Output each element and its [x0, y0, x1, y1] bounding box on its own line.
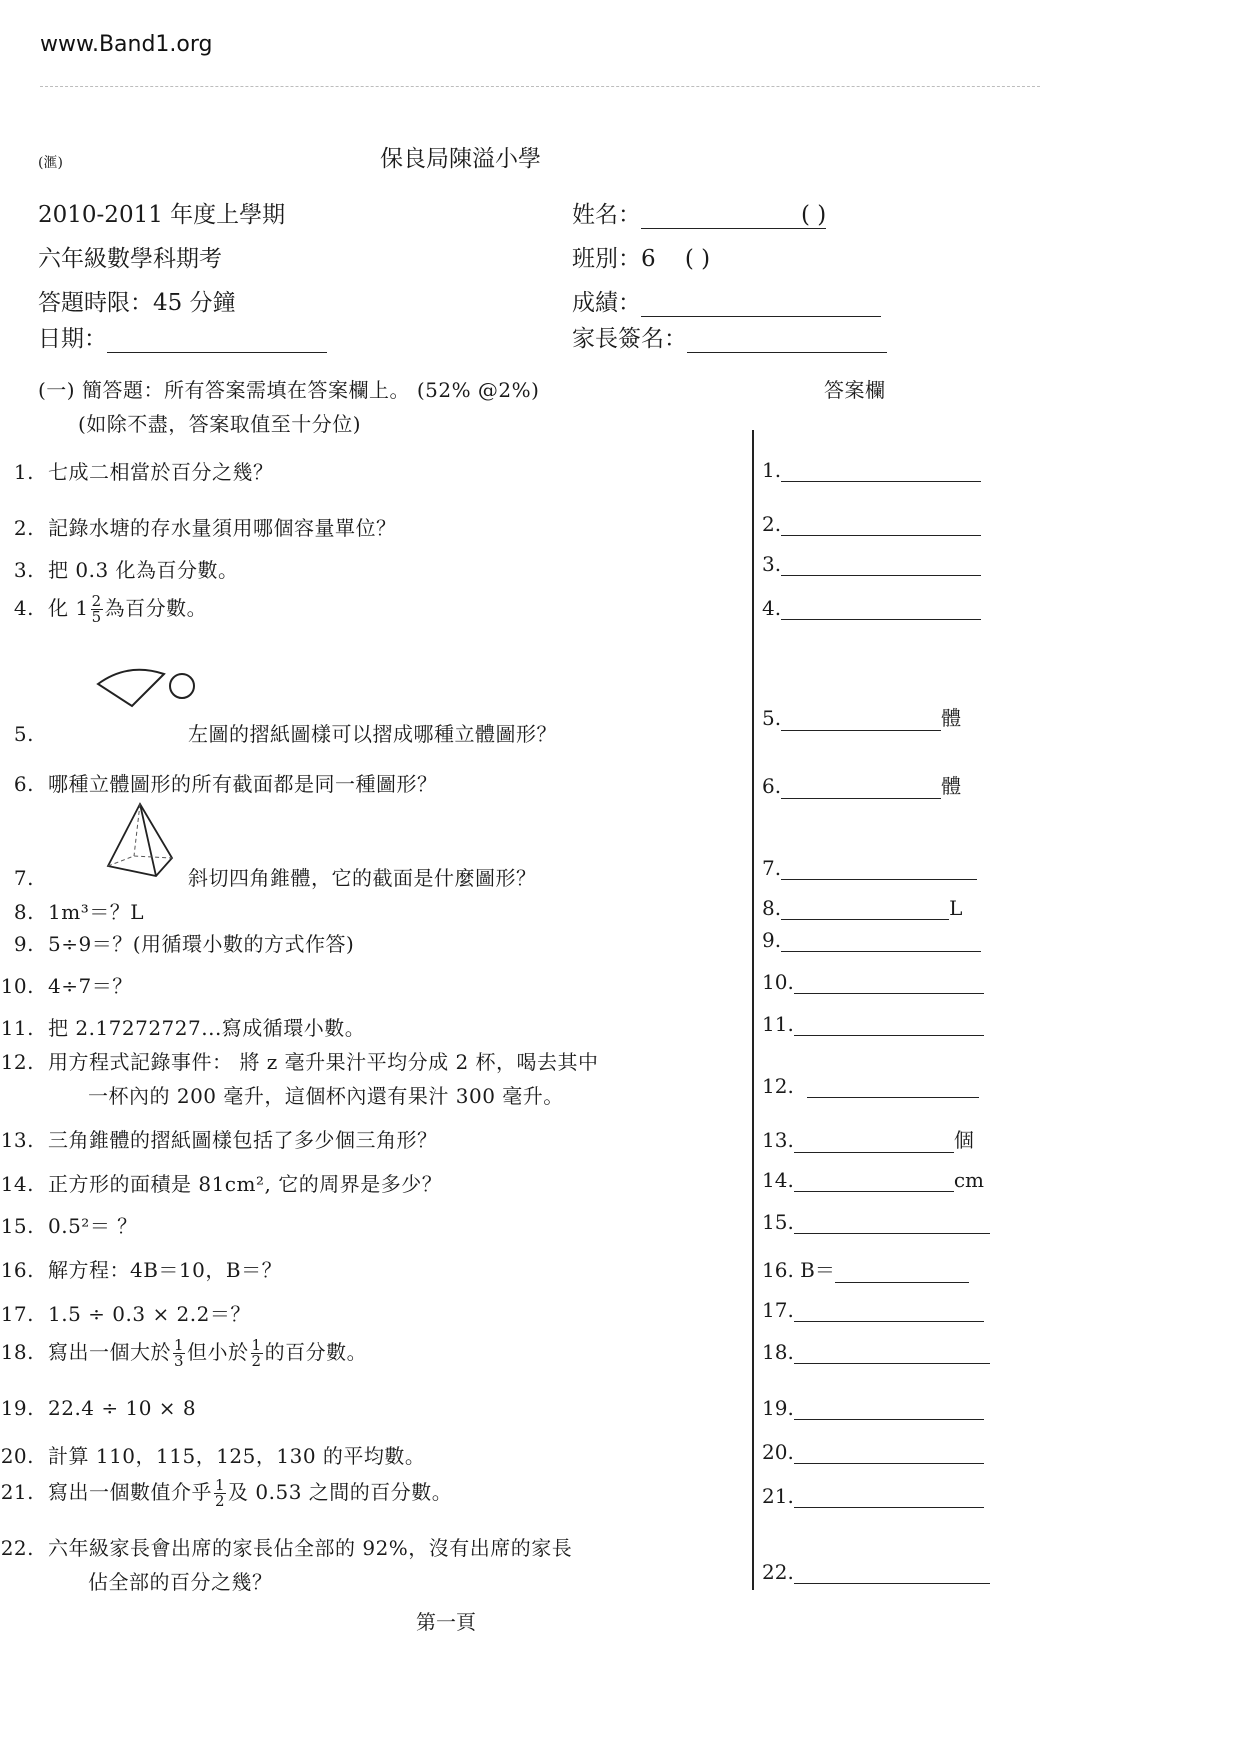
date-blank[interactable]	[107, 330, 327, 353]
answer-column-title: 答案欄	[824, 378, 886, 402]
answer-2[interactable]: 2.	[762, 512, 981, 536]
question-7: 7. 斜切四角錐體，它的截面是什麼圖形？	[13, 866, 537, 890]
answer-17[interactable]: 17.	[762, 1298, 984, 1322]
answer-4[interactable]: 4.	[762, 596, 981, 620]
page-number: 第一頁	[416, 1610, 476, 1634]
school-name: 保良局陳溢小學	[380, 146, 541, 172]
answer-18[interactable]: 18.	[762, 1340, 990, 1364]
fraction-1-2-q21: $\frac{1}{2}$	[215, 1476, 226, 1510]
score-blank[interactable]	[641, 294, 881, 317]
answer-3[interactable]: 3.	[762, 552, 981, 576]
answer-6[interactable]: 6. 體	[762, 774, 962, 798]
question-3: 3. 把 0.3 化為百分數。	[13, 558, 239, 582]
answer-21[interactable]: 21.	[762, 1484, 984, 1508]
question-17: 17. 1.5 ÷ 0.3 × 2.2＝？	[0, 1302, 251, 1326]
answer-5[interactable]: 5. 體	[762, 706, 962, 730]
class-field[interactable]	[572, 240, 710, 273]
parent-sign-blank[interactable]	[687, 330, 887, 353]
section-note: (如除不盡，答案取值至十分位)	[78, 412, 362, 436]
name-field[interactable]	[572, 196, 826, 229]
answer-12[interactable]: 12.	[762, 1074, 979, 1098]
question-8: 8. 1m³＝？L	[13, 900, 144, 924]
score-field[interactable]	[572, 284, 881, 317]
question-14: 14. 正方形的面積是 81cm², 它的周界是多少？	[0, 1172, 443, 1196]
parent-sign-label: 家長簽名：	[572, 326, 687, 352]
answer-14[interactable]: 14. cm	[762, 1168, 984, 1192]
scan-edge-line	[40, 86, 1040, 87]
question-16: 16. 解方程：4B＝10，B＝？	[0, 1258, 283, 1282]
question-13: 13. 三角錐體的摺紙圖樣包括了多少個三角形？	[0, 1128, 438, 1152]
answer-9[interactable]: 9.	[762, 928, 981, 952]
question-11: 11. 把 2.17272727...寫成循環小數。	[0, 1016, 366, 1040]
question-20: 20. 計算 110，115，125，130 的平均數。	[0, 1444, 426, 1468]
section-title: (一) 簡答題：所有答案需填在答案欄上。 (52% @2%)	[38, 378, 540, 402]
answer-8[interactable]: 8. L	[762, 896, 963, 920]
cone-net-figure	[96, 662, 206, 712]
fraction-1-3: $\frac{1}{3}$	[174, 1336, 185, 1370]
answer-10[interactable]: 10.	[762, 970, 984, 994]
class-label: 班別：6	[572, 246, 656, 272]
answer-19[interactable]: 19.	[762, 1396, 984, 1420]
answer-11[interactable]: 11.	[762, 1012, 984, 1036]
question-5: 5. 左圖的摺紙圖樣可以摺成哪種立體圖形？	[13, 722, 557, 746]
answer-16[interactable]: 16. B＝	[762, 1254, 969, 1283]
score-label: 成績：	[572, 290, 641, 316]
corner-mark: (滙)	[38, 155, 63, 171]
answer-13[interactable]: 13. 個	[762, 1128, 974, 1152]
question-1: 1. 七成二相當於百分之幾？	[13, 460, 274, 484]
term-label: 2010-2011 年度上學期	[38, 202, 286, 228]
question-9: 9. 5÷9＝？(用循環小數的方式作答)	[13, 932, 355, 956]
site-url: www.Band1.org	[40, 32, 213, 57]
answer-22[interactable]: 22.	[762, 1560, 990, 1584]
question-18: 18. 寫出一個大於 $\frac{1}{3}$ 但小於 $\frac{1}{2}$ 的百分數。	[0, 1336, 368, 1370]
question-6: 6. 哪種立體圖形的所有截面都是同一種圖形？	[13, 772, 438, 796]
answer-7[interactable]: 7.	[762, 856, 977, 880]
exam-title: 六年級數學科期考	[38, 246, 222, 272]
class-number-paren: ( )	[684, 246, 711, 272]
question-22-line-2: 佔全部的百分之幾？	[88, 1570, 273, 1594]
question-2: 2. 記錄水塘的存水量須用哪個容量單位？	[13, 516, 397, 540]
name-number-paren: ( )	[801, 202, 827, 228]
answer-1[interactable]: 1.	[762, 458, 981, 482]
time-limit: 答題時限：45 分鐘	[38, 290, 236, 316]
fraction-1-2: $\frac{1}{2}$	[251, 1336, 262, 1370]
question-21: 21. 寫出一個數值介乎 $\frac{1}{2}$ 及 0.53 之間的百分數。	[0, 1476, 453, 1510]
date-field[interactable]	[38, 320, 327, 353]
answer-column-divider	[752, 430, 754, 1590]
question-12-line-2: 一杯內的 200 毫升，這個杯內還有果汁 300 毫升。	[88, 1084, 564, 1108]
answer-15[interactable]: 15.	[762, 1210, 990, 1234]
fraction-2-5: $\frac{2}{5}$	[91, 592, 102, 626]
answer-20[interactable]: 20.	[762, 1440, 984, 1464]
question-19: 19. 22.4 ÷ 10 × 8	[0, 1396, 197, 1420]
question-12: 12. 用方程式記錄事件： 將 z 毫升果汁平均分成 2 杯，喝去其中	[0, 1050, 599, 1074]
question-22: 22. 六年級家長會出席的家長佔全部的 92%，沒有出席的家長	[0, 1536, 573, 1560]
question-10: 10. 4÷7＝？	[0, 974, 133, 998]
question-15: 15. 0.5²＝ ？	[0, 1214, 138, 1238]
parent-sign-field[interactable]	[572, 320, 887, 353]
name-label: 姓名：	[572, 202, 641, 228]
date-label: 日期：	[38, 326, 107, 352]
question-4: 4. 化 1 $\frac{2}{5}$ 為百分數。	[13, 592, 208, 626]
name-blank[interactable]	[641, 206, 801, 229]
